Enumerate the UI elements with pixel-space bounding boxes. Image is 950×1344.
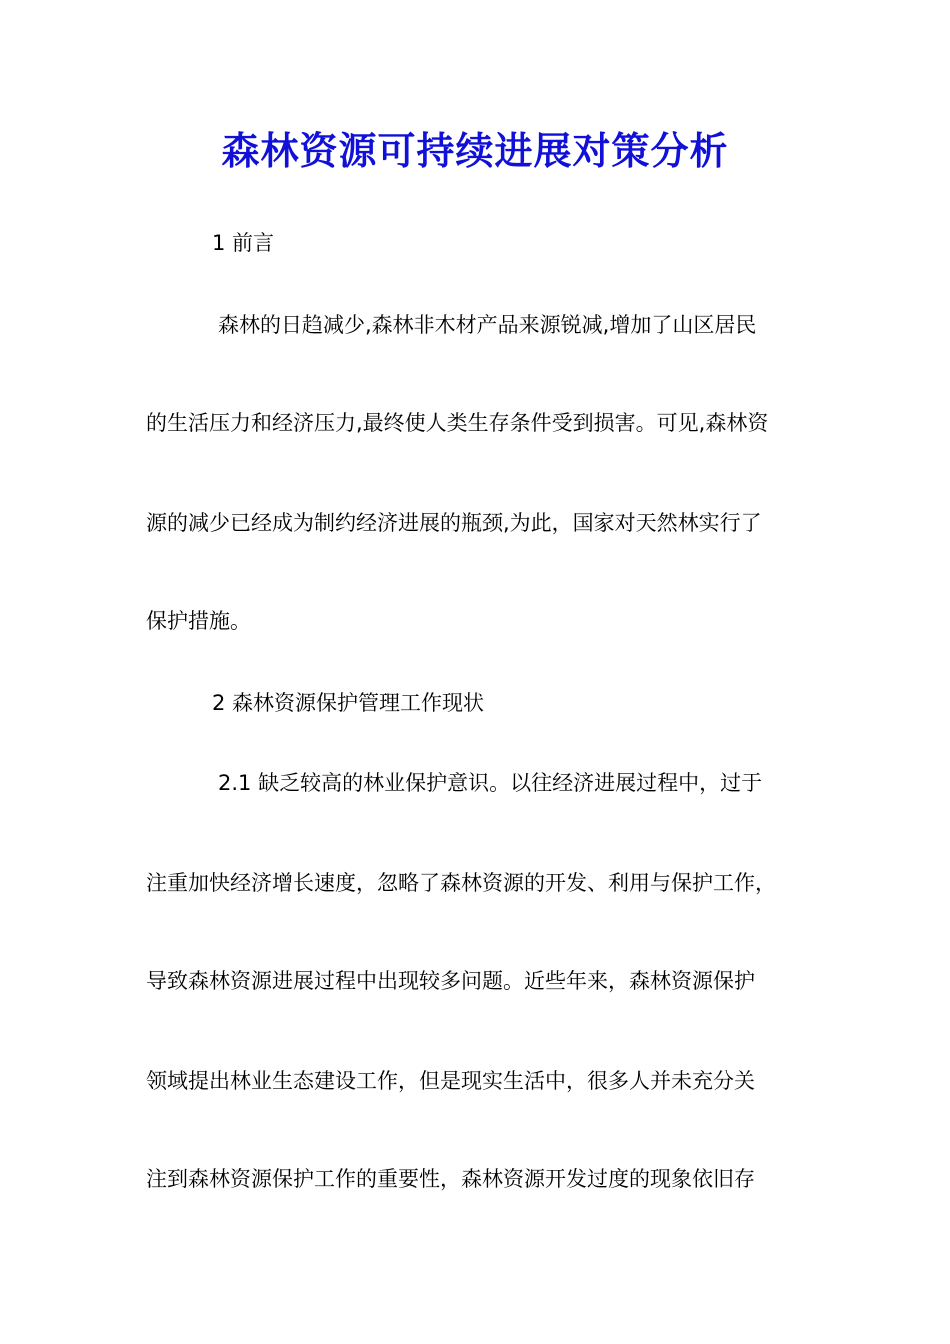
paragraph-1-line-4: 保护措施。 xyxy=(146,609,251,633)
paragraph-1-line-2: 的生活压力和经济压力,最终使人类生存条件受到损害。可见,森林资 xyxy=(146,411,769,435)
section-heading-2: 2 森林资源保护管理工作现状 xyxy=(212,691,485,715)
paragraph-2-line-4: 领域提出林业生态建设工作，但是现实生活中，很多人并未充分关 xyxy=(146,1069,755,1093)
section-heading-1: 1 前言 xyxy=(212,231,275,255)
document-title: 森林资源可持续进展对策分析 xyxy=(221,128,729,173)
paragraph-2-line-2: 注重加快经济增长速度，忽略了森林资源的开发、利用与保护工作， xyxy=(146,871,776,895)
paragraph-2-line-5: 注到森林资源保护工作的重要性，森林资源开发过度的现象依旧存 xyxy=(146,1167,755,1191)
paragraph-2-line-1: 2.1 缺乏较高的林业保护意识。以往经济进展过程中，过于 xyxy=(218,771,763,795)
paragraph-1-line-1: 森林的日趋减少,森林非木材产品来源锐减,增加了山区居民 xyxy=(218,313,757,337)
paragraph-1-line-3: 源的减少已经成为制约经济进展的瓶颈,为此，国家对天然林实行了 xyxy=(146,511,762,535)
paragraph-2-line-3: 导致森林资源进展过程中出现较多问题。近些年来，森林资源保护 xyxy=(146,969,755,993)
